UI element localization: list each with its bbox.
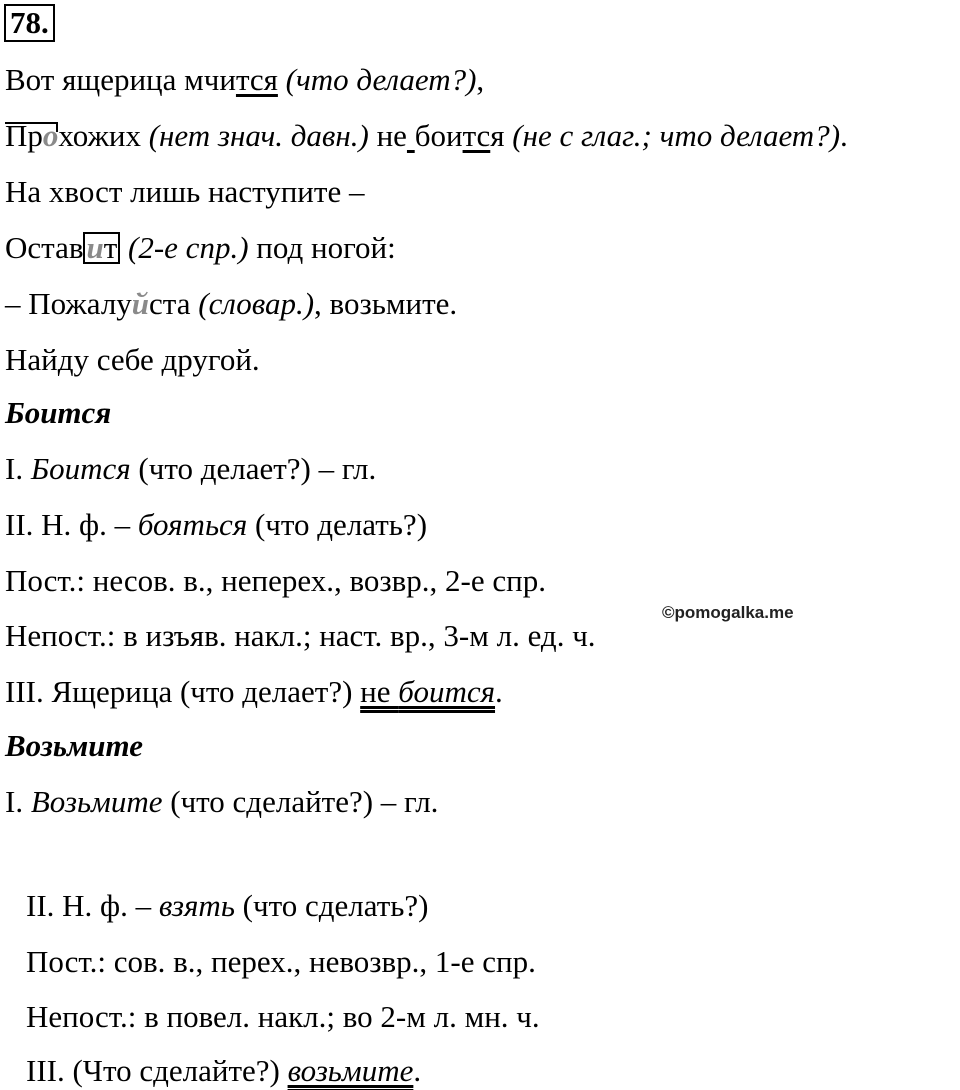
analysis-line: Непост.: в повел. накл.; во 2-м л. мн. ч.: [26, 999, 540, 1034]
section-heading-boitsya: Боится: [5, 395, 112, 430]
highlighted-letter: й: [131, 286, 150, 321]
analysis-line: Пост.: несов. в., неперех., возвр., 2-е спр.: [5, 563, 546, 598]
analysis-line: III. (Что сделайте?) возьмите.: [26, 1053, 422, 1088]
poem-line-6: Найду себе другой.: [5, 342, 260, 377]
poem-line-3: На хвост лишь наступите –: [5, 174, 365, 209]
analysis-line: Пост.: сов. в., перех., невозвр., 1-е спр.: [26, 944, 536, 979]
root-arc: Про: [5, 118, 59, 153]
analysis-line: Непост.: в изъяв. накл.; наст. вр., 3-м л. ед. ч.: [5, 618, 596, 653]
watermark: ©pomogalka.me: [662, 603, 794, 622]
section-heading-vozmite: Возьмите: [5, 728, 143, 763]
analysis-line: I. Боится (что делает?) – гл.: [5, 451, 377, 486]
poem-line-1: Вот ящерица мчится (что делает?),: [5, 62, 485, 97]
analysis-line: II. Н. ф. – взять (что сделать?): [26, 888, 429, 923]
poem-line-5: – Пожалуйста (словар.), возьмите.: [5, 286, 458, 321]
highlighted-vowel: о: [42, 118, 59, 153]
poem-line-4: Оставит (2-е спр.) под ногой:: [5, 230, 396, 265]
analysis-line: I. Возьмите (что сделайте?) – гл.: [5, 784, 439, 819]
exercise-number: 78.: [4, 4, 55, 42]
analysis-line: III. Ящерица (что делает?) не боится.: [5, 674, 503, 709]
analysis-line: II. Н. ф. – бояться (что делать?): [5, 507, 428, 542]
ending-box: ит: [83, 232, 120, 264]
poem-line-2: Прохожих (нет знач. давн.) не боится (не с глаг.; что делает?).: [5, 118, 848, 153]
